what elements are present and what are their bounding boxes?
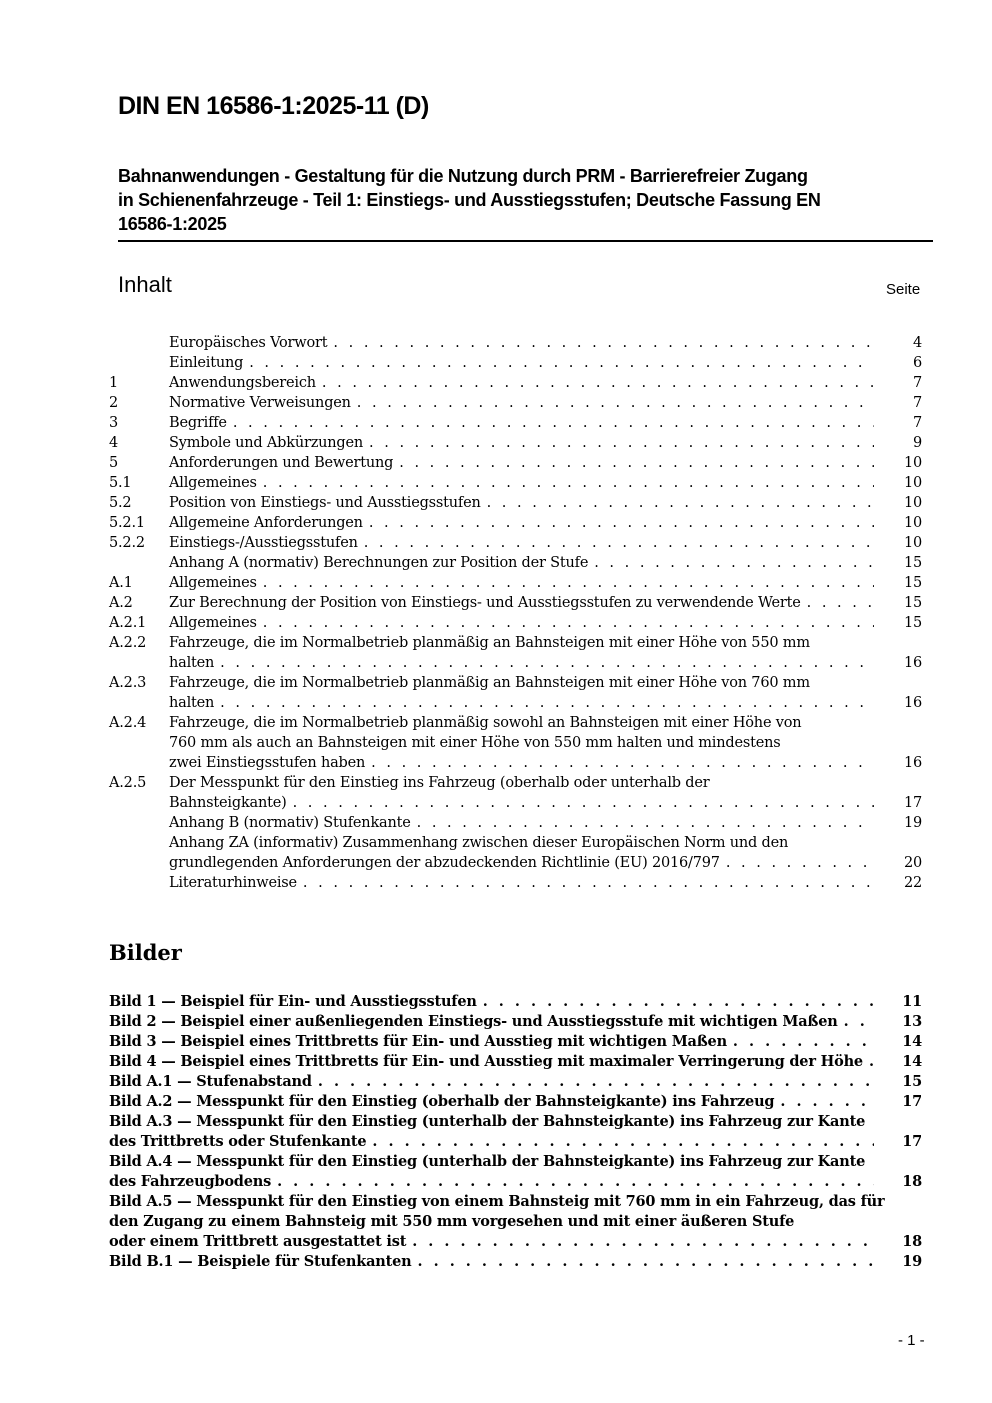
title-line: 16586-1:2025 — [118, 214, 227, 234]
page-number-ref: 10 — [903, 475, 922, 491]
entry-text — [169, 353, 922, 373]
entry-last-line — [109, 1252, 922, 1272]
toc-entry — [109, 553, 922, 573]
entry-last-line — [169, 753, 922, 773]
entry-last-line — [109, 1092, 922, 1112]
entry-last-line — [169, 413, 922, 433]
dot-leader — [363, 433, 874, 453]
page-column-label: Seite — [886, 281, 921, 298]
entry-title-line: Bahnsteigkante) — [169, 795, 287, 811]
page-number-ref: 17 — [903, 795, 922, 811]
entry-title-line: Einleitung — [169, 355, 244, 371]
dot-leader — [227, 413, 874, 433]
table-of-contents — [109, 333, 922, 893]
page-number-ref: 15 — [903, 595, 922, 611]
entry-title-line: Literaturhinweise — [169, 875, 297, 891]
dot-leader — [393, 453, 874, 473]
entry-text — [169, 533, 922, 553]
figure-entry — [109, 992, 922, 1012]
page-number-ref: 17 — [902, 1133, 922, 1150]
entry-text — [169, 833, 922, 873]
dot-leader — [863, 1052, 874, 1072]
toc-entry — [109, 873, 922, 893]
entry-title-line: Einstiegs-/Ausstiegsstufen — [169, 535, 358, 551]
page-number-ref: 14 — [902, 1053, 922, 1070]
section-number: A.2 — [109, 595, 133, 611]
figure-entry — [109, 1152, 922, 1192]
entry-title-line: Bild 4 — Beispiel eines Trittbretts für Ein- und Ausstieg mit maximaler Verringerung der Höhe — [109, 1053, 863, 1070]
entry-title-line: des Trittbretts oder Stufenkante — [109, 1133, 367, 1150]
entry-text — [109, 1012, 922, 1032]
section-number: 5.2.1 — [109, 515, 145, 531]
entry-text — [169, 593, 922, 613]
page-number-ref: 10 — [903, 515, 922, 531]
page-number-ref: 20 — [903, 855, 922, 871]
entry-last-line — [109, 1232, 922, 1252]
section-number: 4 — [109, 435, 119, 451]
page-number-ref: 7 — [912, 415, 922, 431]
entry-last-line — [169, 473, 922, 493]
figure-entry — [109, 1252, 922, 1272]
entry-title-line: oder einem Trittbrett ausgestattet ist — [109, 1233, 407, 1250]
page-number-ref: 13 — [902, 1013, 922, 1030]
dot-leader — [214, 653, 874, 673]
entry-title-line: Symbole und Abkürzungen — [169, 435, 364, 451]
entry-last-line — [169, 873, 922, 893]
entry-text — [169, 633, 922, 673]
dot-leader — [727, 1032, 874, 1052]
page-number-ref: 10 — [903, 535, 922, 551]
section-number: A.2.5 — [109, 775, 147, 791]
page-number-ref: 15 — [903, 615, 922, 631]
entry-last-line — [109, 1132, 922, 1152]
section-number: A.2.2 — [109, 635, 147, 651]
entry-last-line — [169, 533, 922, 553]
toc-heading: Inhalt — [118, 272, 172, 297]
toc-entry — [109, 813, 922, 833]
section-number: 5 — [109, 455, 119, 471]
entry-last-line — [169, 373, 922, 393]
section-number: 3 — [109, 415, 119, 431]
dot-leader — [406, 1232, 874, 1252]
dot-leader — [316, 373, 874, 393]
entry-text — [169, 673, 922, 713]
toc-entry — [109, 773, 922, 813]
entry-text — [109, 1152, 922, 1192]
entry-title-line: Bild A.3 — Messpunkt für den Einstieg (unterhalb der Bahnsteigkante) ins Fahrzeug zur Kante — [109, 1113, 866, 1130]
page-number-ref: 7 — [912, 375, 922, 391]
entry-title-line: Bild A.1 — Stufenabstand — [109, 1073, 312, 1090]
figure-entry — [109, 1112, 922, 1152]
entry-last-line — [109, 1032, 922, 1052]
figure-entry — [109, 1012, 922, 1032]
dot-leader — [481, 493, 874, 513]
dot-leader — [297, 873, 874, 893]
entry-last-line — [109, 992, 922, 1012]
entry-last-line — [169, 813, 922, 833]
entry-title-line: Allgemeines — [169, 575, 257, 591]
figures-heading: Bilder — [109, 940, 182, 965]
section-number: 5.2 — [109, 495, 132, 511]
entry-last-line — [169, 393, 922, 413]
section-number: 2 — [109, 395, 119, 411]
entry-text — [109, 1112, 922, 1152]
toc-entry — [109, 633, 922, 673]
toc-entry — [109, 393, 922, 413]
entry-title-line: Bild A.5 — Messpunkt für den Einstieg von einem Bahnsteig mit 760 mm in ein Fahrzeug, das für — [109, 1193, 885, 1210]
page-number-ref: 18 — [902, 1233, 922, 1250]
section-number: A.2.1 — [109, 615, 147, 631]
toc-entry — [109, 493, 922, 513]
entry-last-line — [169, 433, 922, 453]
entry-last-line — [109, 1072, 922, 1092]
entry-last-line — [169, 613, 922, 633]
dot-leader — [257, 613, 874, 633]
entry-last-line — [169, 353, 922, 373]
entry-title-line: zwei Einstiegsstufen haben — [169, 755, 366, 771]
page-number-ref: 16 — [903, 655, 922, 671]
entry-text — [169, 513, 922, 533]
entry-last-line — [169, 793, 922, 813]
page-number-ref: 17 — [902, 1093, 922, 1110]
dot-leader — [365, 753, 874, 773]
entry-last-line — [169, 513, 922, 533]
figure-entry — [109, 1072, 922, 1092]
page-number-ref: 11 — [902, 993, 922, 1010]
entry-title-line: Bild A.4 — Messpunkt für den Einstieg (unterhalb der Bahnsteigkante) ins Fahrzeug zur Kante — [109, 1153, 866, 1170]
dot-leader — [801, 593, 874, 613]
dot-leader — [477, 992, 874, 1012]
entry-text — [109, 1092, 922, 1112]
entry-title-line: grundlegenden Anforderungen der abzudeckenden Richtlinie (EU) 2016/797 — [169, 855, 720, 871]
page-number-ref: 4 — [912, 335, 922, 351]
page-number-ref: 16 — [903, 755, 922, 771]
entry-last-line — [169, 553, 922, 573]
toc-entry — [109, 613, 922, 633]
dot-leader — [257, 573, 874, 593]
entry-text — [109, 1252, 922, 1272]
entry-text — [169, 813, 922, 833]
entry-text — [169, 453, 922, 473]
entry-text — [109, 1192, 922, 1252]
entry-title-line: halten — [169, 695, 215, 711]
dot-leader — [774, 1092, 874, 1112]
entry-title-line: Anwendungsbereich — [169, 375, 316, 391]
figure-entry — [109, 1052, 922, 1072]
dot-leader — [287, 793, 874, 813]
entry-title-line: Bild A.2 — Messpunkt für den Einstieg (oberhalb der Bahnsteigkante) ins Fahrzeug — [109, 1093, 775, 1110]
dot-leader — [214, 693, 874, 713]
dot-leader — [271, 1172, 874, 1192]
dot-leader — [351, 393, 874, 413]
page-number-ref: 14 — [902, 1033, 922, 1050]
entry-text — [109, 1052, 922, 1072]
section-number: 5.1 — [109, 475, 132, 491]
page-number-ref: 15 — [902, 1073, 922, 1090]
entry-title-line: Anhang ZA (informativ) Zusammenhang zwischen dieser Europäischen Norm und den — [169, 835, 789, 851]
entry-title-line: halten — [169, 655, 215, 671]
page-number-ref: 19 — [902, 1253, 922, 1270]
figure-entry — [109, 1092, 922, 1112]
entry-text — [169, 393, 922, 413]
page-number-ref: 10 — [903, 455, 922, 471]
entry-text — [169, 493, 922, 513]
page-number-ref: 16 — [903, 695, 922, 711]
toc-entry — [109, 713, 922, 773]
entry-title-line: des Fahrzeugbodens — [109, 1173, 272, 1190]
entry-text — [169, 573, 922, 593]
section-number: 5.2.2 — [109, 535, 145, 551]
entry-last-line — [169, 653, 922, 673]
entry-title-line: Der Messpunkt für den Einstieg ins Fahrzeug (oberhalb oder unterhalb der — [169, 775, 710, 791]
entry-title-line: Allgemeines — [169, 475, 257, 491]
dot-leader — [257, 473, 874, 493]
toc-entry — [109, 353, 922, 373]
page-number-ref: 6 — [912, 355, 922, 371]
entry-last-line — [109, 1052, 922, 1072]
title-line: in Schienenfahrzeuge - Teil 1: Einstiegs- und Ausstiegsstufen; Deutsche Fassung EN — [118, 190, 821, 210]
toc-entry — [109, 433, 922, 453]
entry-last-line — [169, 493, 922, 513]
entry-title-line: Bild 1 — Beispiel für Ein- und Ausstiegsstufen — [109, 993, 477, 1010]
section-number: A.2.3 — [109, 675, 147, 691]
entry-title-line: Fahrzeuge, die im Normalbetrieb planmäßig an Bahnsteigen mit einer Höhe von 760 mm — [169, 675, 810, 691]
dot-leader — [838, 1012, 874, 1032]
entry-text — [169, 773, 922, 813]
title-line: Bahnanwendungen - Gestaltung für die Nutzung durch PRM - Barrierefreier Zugang — [118, 166, 808, 186]
entry-title-line: Anhang A (normativ) Berechnungen zur Position der Stufe — [169, 555, 589, 571]
dot-leader — [243, 353, 874, 373]
entry-title-line: Anforderungen und Bewertung — [169, 455, 394, 471]
entry-title-line: Allgemeines — [169, 615, 257, 631]
entry-text — [169, 333, 922, 353]
entry-title-line: Normative Verweisungen — [169, 395, 351, 411]
toc-entry — [109, 413, 922, 433]
page-number-ref: 10 — [903, 495, 922, 511]
entry-last-line — [109, 1172, 922, 1192]
entry-title-line: Zur Berechnung der Position von Einstiegs- und Ausstiegsstufen zu verwendende Werte — [169, 595, 801, 611]
page-number-ref: 19 — [903, 815, 922, 831]
entry-title-line: Bild 2 — Beispiel einer außenliegenden Einstiegs- und Ausstiegsstufe mit wichtigen Maßen — [109, 1013, 838, 1030]
toc-entry — [109, 333, 922, 353]
page-number-ref: 15 — [903, 575, 922, 591]
section-number: 1 — [109, 375, 119, 391]
toc-entry — [109, 673, 922, 713]
entry-title-line: den Zugang zu einem Bahnsteig mit 550 mm vorgesehen und mit einer äußeren Stufe — [109, 1213, 795, 1230]
entry-text — [169, 473, 922, 493]
toc-entry — [109, 453, 922, 473]
page-number-ref: 18 — [902, 1173, 922, 1190]
dot-leader — [327, 333, 874, 353]
entry-text — [169, 873, 922, 893]
dot-leader — [363, 513, 874, 533]
dot-leader — [312, 1072, 874, 1092]
entry-text — [169, 413, 922, 433]
dot-leader — [412, 1252, 875, 1272]
entry-last-line — [169, 573, 922, 593]
entry-text — [169, 373, 922, 393]
entry-last-line — [169, 853, 922, 873]
figure-entry — [109, 1192, 922, 1252]
entry-title-line: Fahrzeuge, die im Normalbetrieb planmäßig sowohl an Bahnsteigen mit einer Höhe von — [169, 715, 802, 731]
page-number-ref: 22 — [903, 875, 922, 891]
entry-text — [169, 553, 922, 573]
entry-text — [109, 992, 922, 1012]
entry-title-line: Bild 3 — Beispiel eines Trittbretts für Ein- und Ausstieg mit wichtigen Maßen — [109, 1033, 727, 1050]
entry-last-line — [169, 693, 922, 713]
toc-entry — [109, 593, 922, 613]
entry-last-line — [169, 333, 922, 353]
toc-entry — [109, 573, 922, 593]
entry-text — [109, 1032, 922, 1052]
entry-last-line — [169, 453, 922, 473]
document-id: DIN EN 16586-1:2025-11 (D) — [118, 92, 429, 120]
page-number: - 1 - — [898, 1332, 925, 1349]
toc-entry — [109, 373, 922, 393]
entry-text — [109, 1072, 922, 1092]
entry-last-line — [109, 1012, 922, 1032]
dot-leader — [720, 853, 874, 873]
page-number-ref: 7 — [912, 395, 922, 411]
toc-entry — [109, 473, 922, 493]
entry-title-line: Position von Einstiegs- und Ausstiegsstufen — [169, 495, 481, 511]
entry-text — [169, 613, 922, 633]
toc-entry — [109, 533, 922, 553]
dot-leader — [411, 813, 874, 833]
entry-title-line: Begriffe — [169, 415, 227, 431]
entry-text — [169, 713, 922, 773]
list-of-figures — [109, 992, 922, 1272]
dot-leader — [366, 1132, 874, 1152]
toc-entry — [109, 833, 922, 873]
page-number-ref: 9 — [912, 435, 922, 451]
entry-title-line: Anhang B (normativ) Stufenkante — [169, 815, 411, 831]
dot-leader — [588, 553, 874, 573]
document-title — [118, 164, 933, 242]
toc-entry — [109, 513, 922, 533]
entry-last-line — [169, 593, 922, 613]
entry-text — [169, 433, 922, 453]
entry-title-line: Allgemeine Anforderungen — [169, 515, 363, 531]
section-number: A.2.4 — [109, 715, 147, 731]
dot-leader — [358, 533, 874, 553]
figure-entry — [109, 1032, 922, 1052]
entry-title-line: Fahrzeuge, die im Normalbetrieb planmäßig an Bahnsteigen mit einer Höhe von 550 mm — [169, 635, 810, 651]
entry-title-line: Europäisches Vorwort — [169, 335, 328, 351]
entry-title-line: 760 mm als auch an Bahnsteigen mit einer Höhe von 550 mm halten und mindestens — [169, 735, 781, 751]
entry-title-line: Bild B.1 — Beispiele für Stufenkanten — [109, 1253, 412, 1270]
page-number-ref: 15 — [903, 555, 922, 571]
section-number: A.1 — [109, 575, 133, 591]
